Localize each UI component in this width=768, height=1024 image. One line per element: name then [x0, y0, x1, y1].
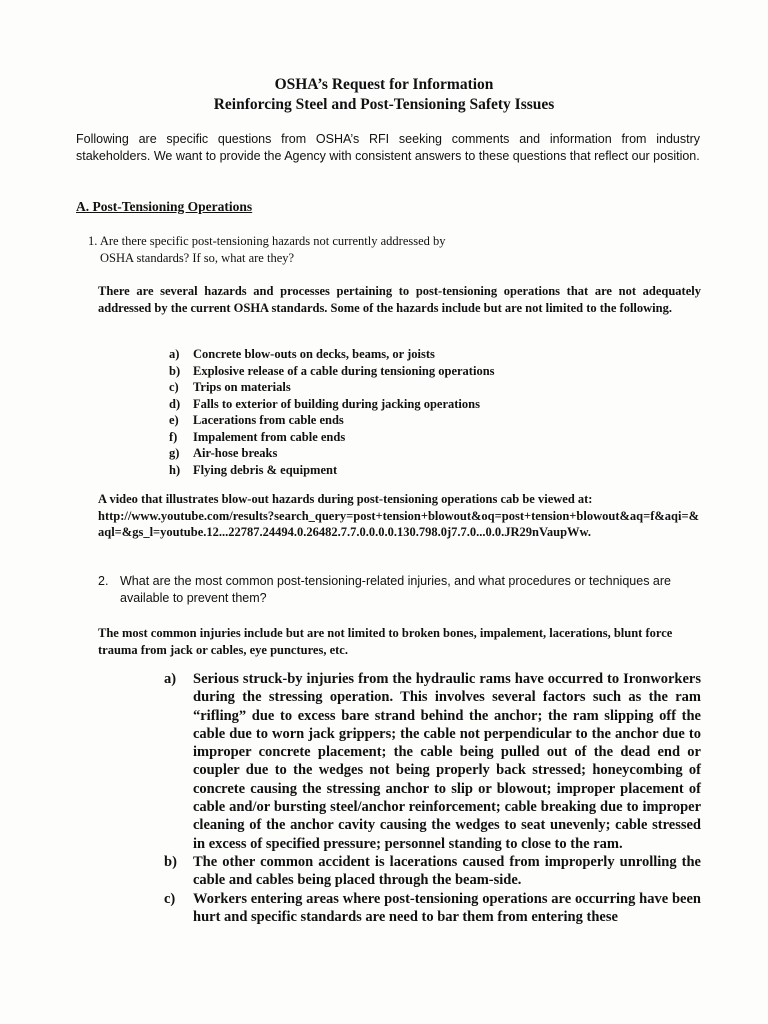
injury-list: [164, 670, 701, 926]
question-2-number: 2.: [98, 574, 109, 588]
video-reference-text: A video that illustrates blow-out hazards during post-tensioning operations cab be viewed at:: [98, 492, 593, 506]
list-item: h) Flying debris & equipment: [169, 462, 338, 477]
question-1-answer: There are several hazards and processes pertaining to post-tensioning operations that are not adequately addressed by the current OSHA standards. Some of the hazards include but are not limited to the following.: [98, 284, 701, 315]
question-1-line-1: Are there specific post-tensioning hazards not currently addressed by: [99, 234, 446, 248]
question-1-line-2: OSHA standards? If so, what are they?: [100, 250, 295, 265]
list-item: d) Falls to exterior of building during jacking operations: [169, 396, 480, 411]
list-item: c) Workers entering areas where post-tensioning operations are occurring have been hurt and specific standards are need to bar them from entering these: [164, 890, 701, 925]
list-item: c) Trips on materials: [169, 380, 291, 394]
question-1-number: 1.: [88, 234, 98, 248]
list-item: f) Impalement from cable ends: [169, 429, 346, 444]
video-reference: [98, 491, 703, 541]
question-1: [88, 233, 548, 266]
hazard-list: [169, 346, 589, 478]
list-item: e) Lacerations from cable ends: [169, 413, 344, 427]
list-item: a) Concrete blow-outs on decks, beams, or joists: [169, 347, 435, 361]
video-url-link[interactable]: http://www.youtube.com/results?search_query=post+tension+blowout&oq=post+tension+blowout&aq=f&aqi=&aql=&gs_l=youtube.12...22787.24494.0.26482.7.7.0.0.0.0.130.798.0j7.7.0...0.0.JR29nVaupWw.: [98, 508, 700, 539]
question-2-text: What are the most common post-tensioning-related injuries, and what procedures or techniques are available to prevent them?: [120, 574, 671, 605]
list-item: b) The other common accident is lacerations caused from improperly unrolling the cable and cables being placed through the beam-side.: [164, 853, 701, 889]
list-item: b) Explosive release of a cable during tensioning operations: [169, 363, 495, 378]
list-item: g) Air-hose breaks: [169, 446, 278, 460]
list-item: a) Serious struck-by injuries from the hydraulic rams have occurred to Ironworkers during the stressing operation. This involves several factors such as the ram “rifling” due to excess bare strand behind the anchor; the ram slipping off the cable due to worn jack grippers; the cable not perpendicular to the anchor due to improper concrete placement; the cable being pulled out of the dead end or coupler due to the wedges not being properly back stressed; honeycombing of concrete causing the stressing anchor to slip or blowout; improper placement of cable and/or bursting steel/anchor reinforcement; cable breaking due to improper cleaning of the anchor cavity causing the wedges to seat unevenly; cable stressed in excess of specified pressure; personnel standing to close to the ram.: [164, 671, 701, 852]
document-title-line-2: Reinforcing Steel and Post-Tensioning Safety Issues: [213, 96, 555, 113]
section-a-heading: A. Post-Tensioning Operations: [76, 199, 253, 214]
question-2-answer: The most common injuries include but are not limited to broken bones, impalement, lacerations, blunt force trauma from jack or cables, eye punctures, etc.: [98, 626, 673, 657]
intro-paragraph: Following are specific questions from OSHA’s RFI seeking comments and information from industry stakeholders. We want to provide the Agency with consistent answers to these questions that reflect our position.: [76, 132, 700, 163]
document-title-line-1: OSHA’s Request for Information: [274, 76, 494, 93]
question-2: [98, 573, 700, 606]
